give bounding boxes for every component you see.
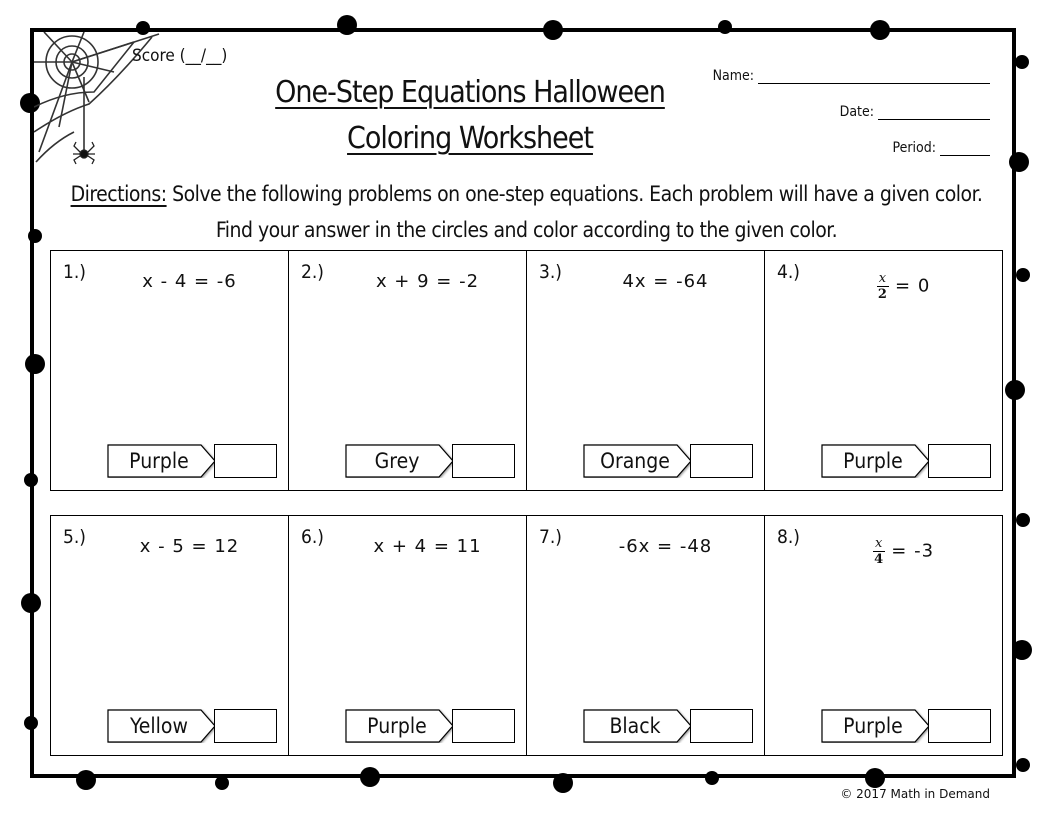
title-line-2: Coloring Worksheet — [347, 121, 593, 156]
color-label: Purple — [843, 449, 903, 473]
answer-box[interactable] — [214, 709, 277, 743]
border-dot — [1005, 380, 1025, 400]
equation-text: -6x = -48 — [618, 536, 713, 557]
color-tag — [821, 444, 991, 478]
border-dot — [360, 767, 380, 787]
problem-cell[interactable] — [765, 516, 1002, 755]
border-dot — [24, 473, 38, 487]
problem-number: 1.) — [63, 261, 86, 283]
problem-cell[interactable] — [527, 251, 765, 490]
answer-box[interactable] — [928, 709, 991, 743]
equation — [329, 536, 526, 557]
equation-rest: = -3 — [891, 540, 935, 562]
border-dot — [21, 593, 41, 613]
color-tag — [345, 444, 515, 478]
color-label: Purple — [129, 449, 189, 473]
period-field[interactable] — [893, 140, 990, 156]
equation-text: x - 4 = -6 — [142, 271, 237, 292]
fraction-numerator: x — [874, 536, 884, 551]
color-tag — [107, 444, 277, 478]
problem-cell[interactable] — [527, 516, 765, 755]
equation — [805, 536, 1002, 567]
equation — [329, 271, 526, 292]
answer-box[interactable] — [690, 709, 753, 743]
equation-rest: = 0 — [895, 275, 931, 297]
title-line-1: One-Step Equations Halloween — [275, 75, 665, 110]
problem-cell[interactable] — [51, 516, 289, 755]
answer-box[interactable] — [452, 444, 515, 478]
color-tag — [345, 709, 515, 743]
equation — [567, 271, 764, 292]
color-label: Orange — [600, 449, 670, 473]
problem-number: 4.) — [777, 261, 800, 283]
fraction — [877, 271, 889, 302]
fraction-denominator: 2 — [877, 287, 888, 302]
problem-number: 8.) — [777, 526, 800, 548]
equation-text: 4x = -64 — [622, 271, 709, 292]
border-dot — [870, 20, 890, 40]
border-dot — [1009, 152, 1029, 172]
border-dot — [28, 229, 42, 243]
answer-box[interactable] — [452, 709, 515, 743]
answer-box[interactable] — [690, 444, 753, 478]
border-dot — [1016, 513, 1030, 527]
period-label: Period: — [892, 140, 936, 156]
name-label: Name: — [712, 68, 754, 84]
border-dot — [215, 776, 229, 790]
directions — [54, 176, 999, 248]
problem-cell[interactable] — [289, 516, 527, 755]
answer-box[interactable] — [214, 444, 277, 478]
border-dot — [865, 768, 885, 788]
directions-label: Directions: — [70, 182, 167, 206]
problem-number: 7.) — [539, 526, 562, 548]
color-label: Black — [609, 714, 661, 738]
problem-number: 3.) — [539, 261, 562, 283]
page-title — [250, 70, 690, 162]
color-tag — [107, 709, 277, 743]
fraction — [873, 536, 885, 567]
problem-cell[interactable] — [51, 251, 289, 490]
border-dot — [543, 20, 563, 40]
copyright: © 2017 Math in Demand — [840, 787, 990, 801]
equation-text: x + 9 = -2 — [375, 271, 480, 292]
color-label: Yellow — [130, 714, 188, 738]
border-dot — [1016, 758, 1030, 772]
directions-text: Solve the following problems on one-step equations. Each problem will have a given color. Find your answer in the circles and color according to the given color. — [166, 182, 983, 242]
equation — [91, 536, 288, 557]
border-dot — [553, 773, 573, 793]
border-dot — [24, 716, 38, 730]
border-dot — [718, 20, 732, 34]
name-field[interactable] — [713, 68, 990, 84]
equation-text: x - 5 = 12 — [139, 536, 240, 557]
equation-text: x + 4 = 11 — [373, 536, 482, 557]
border-dot — [76, 770, 96, 790]
date-field[interactable] — [840, 104, 990, 120]
problem-number: 6.) — [301, 526, 324, 548]
border-dot — [1015, 55, 1029, 69]
color-tag — [583, 709, 753, 743]
border-dot — [337, 15, 357, 35]
problem-cell[interactable] — [289, 251, 527, 490]
border-dot — [705, 771, 719, 785]
problem-number: 5.) — [63, 526, 86, 548]
date-label: Date: — [839, 104, 874, 120]
color-label: Grey — [374, 449, 420, 473]
score-field: Score (__/__) — [132, 46, 228, 66]
problem-number: 2.) — [301, 261, 324, 283]
equation — [805, 271, 1002, 302]
equation — [91, 271, 288, 292]
fraction-numerator: x — [878, 271, 888, 286]
color-tag — [583, 444, 753, 478]
fraction-denominator: 4 — [874, 552, 885, 567]
color-label: Purple — [367, 714, 427, 738]
problem-grid-2 — [50, 515, 1003, 756]
border-dot — [1016, 268, 1030, 282]
color-label: Purple — [843, 714, 903, 738]
border-dot — [25, 354, 45, 374]
equation — [567, 536, 764, 557]
problem-grid-1 — [50, 250, 1003, 491]
color-tag — [821, 709, 991, 743]
answer-box[interactable] — [928, 444, 991, 478]
border-dot — [1012, 640, 1032, 660]
problem-cell[interactable] — [765, 251, 1002, 490]
